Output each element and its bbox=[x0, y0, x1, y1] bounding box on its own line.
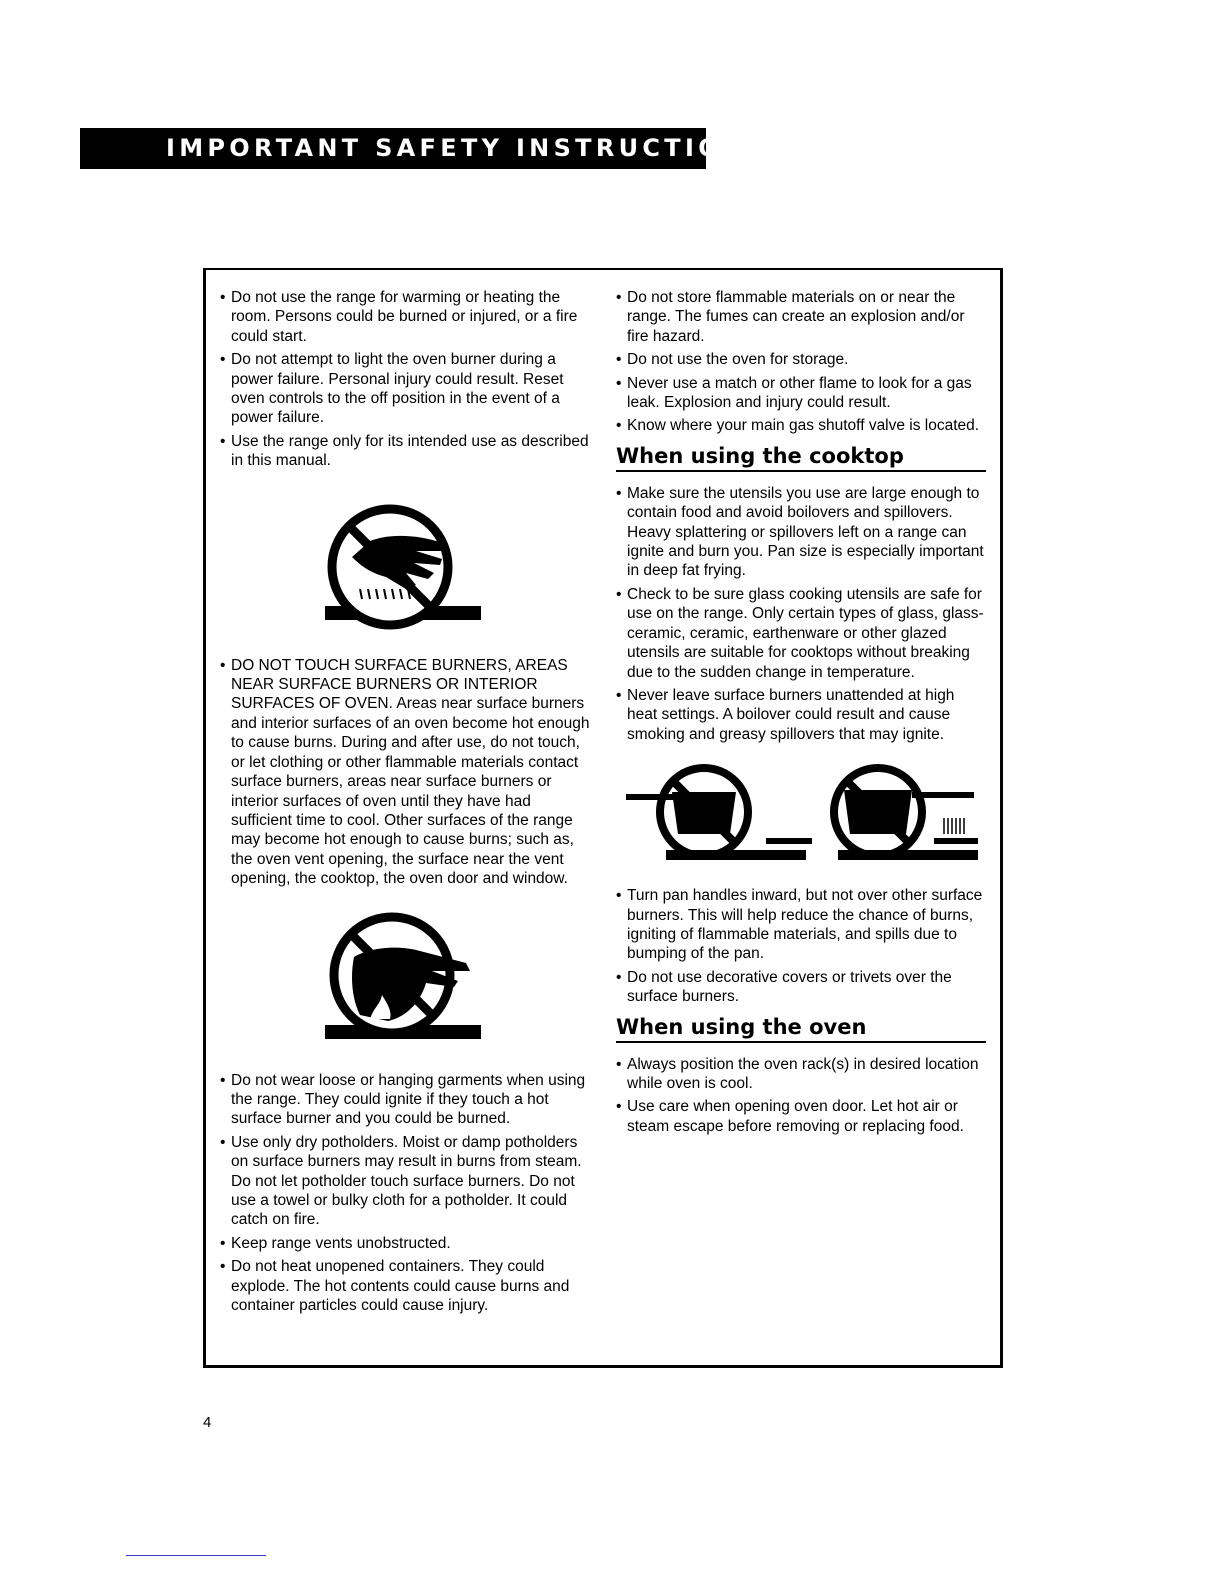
list-item: • DO NOT TOUCH SURFACE BURNERS, AREAS NEAR SURFACE BURNERS OR INTERIOR SURFACES OF OVEN. Areas near surface burners and interior surfaces of an oven become hot enough to cause burns. During and after use, do not touch, or let clothing or other flammable materials contact surface burners, areas near surface burners or interior surfaces of oven until they have had sufficient time to cool. Other surfaces of the range may become hot enough to cause burns; such as, the oven vent opening, the surface near the vent opening, the cooktop, the oven door and window. bbox=[220, 656, 595, 889]
list-item: • Know where your main gas shutoff valve is located. bbox=[616, 416, 986, 435]
list-item: • Do not attempt to light the oven burner during a power failure. Personal injury could result. Reset oven controls to the off position in the event of a power failure. bbox=[220, 350, 595, 428]
left-middle-list bbox=[220, 656, 595, 889]
footer-rule bbox=[126, 1555, 266, 1556]
list-item: • Use only dry potholders. Moist or damp potholders on surface burners may result in burns from steam. Do not let potholder touch surface burners. Do not use a towel or bulky cloth for a potholder. It could catch on fire. bbox=[220, 1133, 595, 1230]
oven-list bbox=[616, 1055, 986, 1137]
left-bottom-list bbox=[220, 1071, 595, 1316]
oven-section-heading: When using the oven bbox=[616, 1015, 986, 1043]
list-item: • Never leave surface burners unattended at high heat settings. A boilover could result and cause smoking and greasy spillovers that may ignite. bbox=[616, 686, 986, 744]
page-header-title: IMPORTANT SAFETY INSTRUCTIONS bbox=[80, 128, 706, 169]
list-item: • Make sure the utensils you use are large enough to contain food and avoid boilovers and spillovers. Heavy splattering or spillovers left on a range can ignite and burn you. Pan size is especially important in deep fat frying. bbox=[616, 484, 986, 581]
list-item: • Always position the oven rack(s) in desired location while oven is cool. bbox=[616, 1055, 986, 1094]
page-number: 4 bbox=[203, 1414, 212, 1431]
list-item: • Do not use the oven for storage. bbox=[616, 350, 986, 369]
no-loose-garments-icon bbox=[220, 907, 595, 1057]
pan-handle-warning-icons bbox=[616, 754, 986, 874]
list-item: • Do not store flammable materials on or near the range. The fumes can create an explosion and/or fire hazard. bbox=[616, 288, 986, 346]
list-item: • Do not wear loose or hanging garments when using the range. They could ignite if they touch a hot surface burner and you could be burned. bbox=[220, 1071, 595, 1129]
list-item: • Use the range only for its intended use as described in this manual. bbox=[220, 432, 595, 471]
list-item: • Turn pan handles inward, but not over other surface burners. This will help reduce the chance of burns, igniting of flammable materials, and spills due to bumping of the pan. bbox=[616, 886, 986, 964]
right-top-list bbox=[616, 288, 986, 436]
left-top-list bbox=[220, 288, 595, 471]
cooktop-list-bottom bbox=[616, 886, 986, 1006]
list-item: • Do not use decorative covers or trivets over the surface burners. bbox=[616, 968, 986, 1007]
list-item: • Never use a match or other flame to look for a gas leak. Explosion and injury could result. bbox=[616, 374, 986, 413]
right-column bbox=[616, 288, 986, 1140]
left-column bbox=[220, 288, 595, 1319]
no-touch-hot-surface-icon bbox=[220, 493, 595, 648]
list-item: • Do not heat unopened containers. They could explode. The hot contents could cause burns and container particles could cause injury. bbox=[220, 1257, 595, 1315]
cooktop-section-heading: When using the cooktop bbox=[616, 444, 986, 472]
list-item: • Check to be sure glass cooking utensils are safe for use on the range. Only certain types of glass, glass-ceramic, ceramic, earthenware or other glazed utensils are suitable for cooktops without breaking due to the sudden change in temperature. bbox=[616, 585, 986, 682]
list-item: • Do not use the range for warming or heating the room. Persons could be burned or injured, or a fire could start. bbox=[220, 288, 595, 346]
list-item: • Keep range vents unobstructed. bbox=[220, 1234, 595, 1253]
cooktop-list-top bbox=[616, 484, 986, 744]
list-item: • Use care when opening oven door. Let hot air or steam escape before removing or replacing food. bbox=[616, 1097, 986, 1136]
